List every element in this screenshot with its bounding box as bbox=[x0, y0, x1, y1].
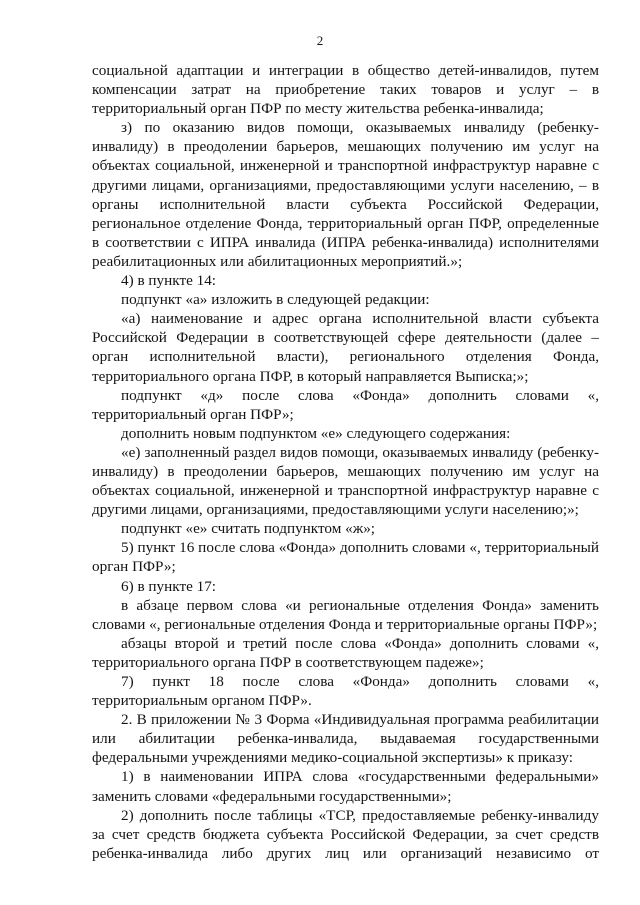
paragraph: в абзаце первом слова «и региональные отделения Фонда» заменить словами «, региональные отделения Фонда и территориальные органы ПФР»; bbox=[92, 596, 599, 633]
paragraph: 2. В приложении № 3 Форма «Индивидуальная программа реабилитации или абилитации ребенка-инвалида, выдаваемая государственными федеральными учреждениями медико-социальной экспертизы» к приказу: bbox=[92, 711, 599, 767]
paragraph: «е) заполненный раздел видов помощи, оказываемых инвалиду (ребенку-инвалиду) в преодолении барьеров, мешающих получению им услуг на объектах социальной, инженерной и транспортной инфраструктур наравне с другими лицами, организациями, предоставляющими услуги населению;»; bbox=[92, 443, 599, 519]
paragraph: 2) дополнить после таблицы «ТСР, предоставляемые ребенку-инвалиду за счет средств бюджета субъекта Российской Федерации, за счет средств ребенка-инвалида либо других лиц или организаций независимо от bbox=[92, 806, 599, 862]
page-number: 2 bbox=[316, 33, 324, 48]
paragraph: «а) наименование и адрес органа исполнительной власти субъекта Российской Федерации в соответствующей сфере деятельности (далее – орган исполнительной власти), регионального отделения Фонда, территориального органа ПФР, в который направляется Выписка;»; bbox=[92, 310, 599, 385]
paragraph: 6) в пункте 17: bbox=[121, 577, 217, 595]
document-body bbox=[92, 61, 599, 863]
paragraph: з) по оказанию видов помощи, оказываемых инвалиду (ребенку-инвалиду) в преодолении барьеров, мешающих получению им услуг на объектах социальной, инженерной и транспортной инфраструктур наравне с другими лицами, организациями, предоставляющими услуги населению, – в органы исполнительной власти субъекта Российской Федерации, региональное отделение Фонда, территориальный орган ПФР, определенные в соответствии с ИПРА инвалида (ИПРА ребенка-инвалида) исполнителями реабилитационных или абилитационных мероприятий.»; bbox=[92, 119, 599, 270]
paragraph: 1) в наименовании ИПРА слова «государственными федеральными» заменить словами «федеральными государственными»; bbox=[92, 768, 599, 805]
paragraph: подпункт «а» изложить в следующей редакции: bbox=[121, 291, 430, 309]
paragraph: 4) в пункте 14: bbox=[121, 272, 217, 290]
paragraph: подпункт «д» после слова «Фонда» дополнить словами «, территориальный орган ПФР»; bbox=[92, 386, 599, 423]
paragraph: подпункт «е» считать подпунктом «ж»; bbox=[121, 520, 376, 538]
paragraph: социальной адаптации и интеграции в общество детей-инвалидов, путем компенсации затрат на приобретение таких товаров и услуг – в территориальный орган ПФР по месту жительства ребенка-инвалида; bbox=[92, 62, 599, 118]
paragraph: 7) пункт 18 после слова «Фонда» дополнить словами «, территориальным органом ПФР». bbox=[92, 673, 599, 710]
paragraph: 5) пункт 16 после слова «Фонда» дополнить словами «, территориальный орган ПФР»; bbox=[92, 539, 599, 576]
paragraph: дополнить новым подпунктом «е» следующего содержания: bbox=[121, 424, 511, 442]
paragraph: абзацы второй и третий после слова «Фонда» дополнить словами «, территориального органа ПФР в соответствующем падеже»; bbox=[92, 634, 599, 671]
